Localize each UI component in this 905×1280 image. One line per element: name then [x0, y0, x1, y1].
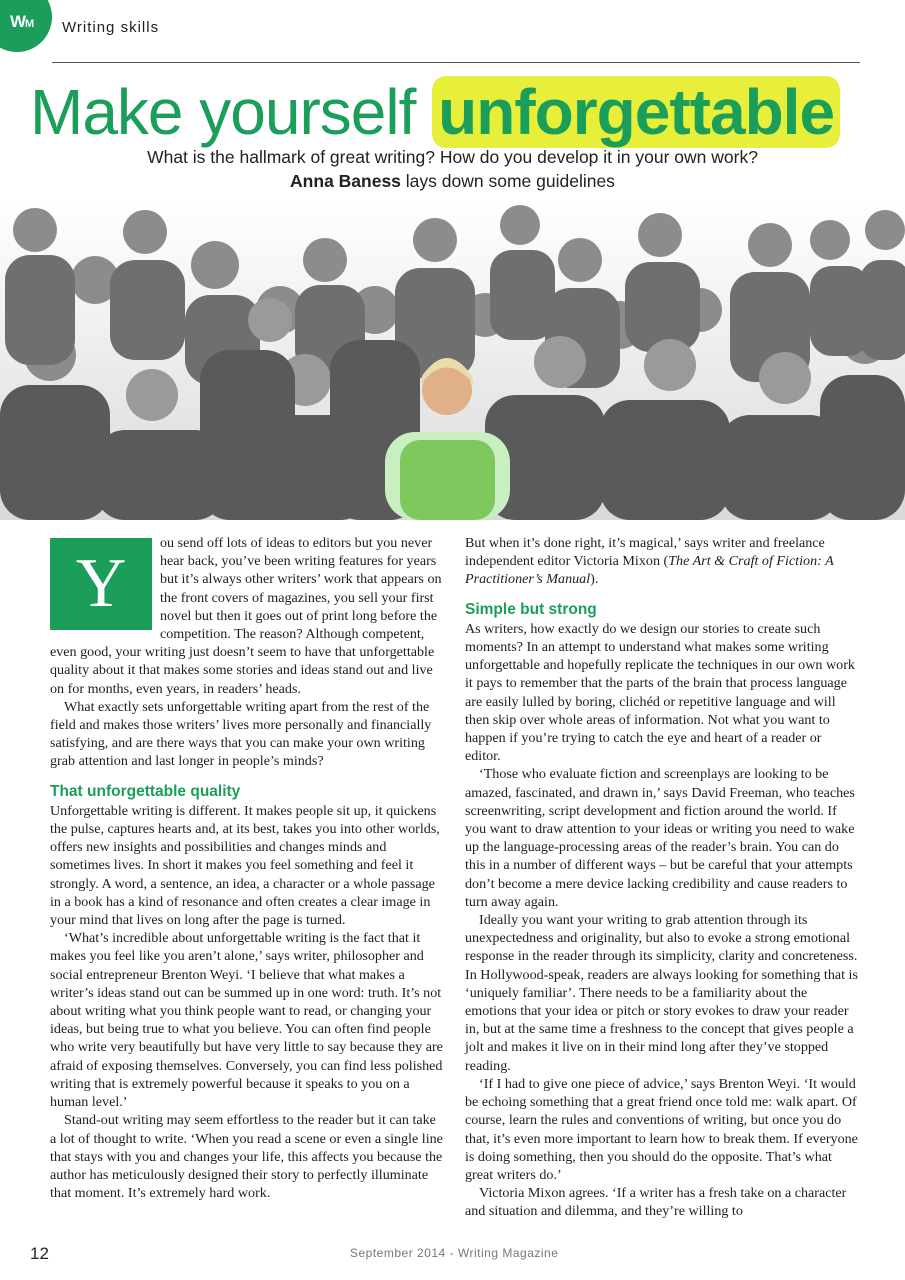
paragraph: ‘If I had to give one piece of advice,’ says Brenton Weyi. ‘It would be echoing something that a great friend once told me: walk apart. Of course, learn the rules and conventions of writing, but once you do that, it’s even more important to learn how to break them. If everyone is doing something, then you should do the opposite. That’s what great writers do.’	[465, 1075, 858, 1183]
logo-text: WM	[10, 12, 34, 31]
magazine-logo	[0, 0, 52, 52]
author-name: Anna Baness	[290, 171, 401, 191]
crowd-photo	[0, 200, 905, 520]
right-column	[465, 534, 858, 1221]
paragraph: ou send off lots of ideas to editors but you never hear back, you’ve been writing features for years but it’s always other writers’ work that appears on the front covers of magazines, you sell your first novel but then it goes out of print long before the competition. The reason? Although competent, even good, your writing just doesn’t seem to have that unforgettable quality about it that makes some stories and ideas stand out and live on for months, even years, in readers’ heads.	[50, 535, 442, 697]
paragraph: What exactly sets unforgettable writing apart from the rest of the field and makes those writers’ lives more personally and financially satisfying, and are there ways that you can make your own writing grab attention and last longer in people’s minds?	[50, 698, 432, 770]
headline-bold: unforgettable	[432, 76, 840, 148]
drop-cap: Y	[50, 538, 152, 630]
paragraph: ‘What’s incredible about unforgettable writing is the fact that it makes you feel like you aren’t alone,’ says writer, philosopher and social entrepreneur Brenton Weyi. ‘I believe that what makes a writer’s ideas stand out can be summed up in one word: truth. It’s not about writing what you think people want to read, or changing your ideas, but being true to what you believe. You can often find people who write very beautifully but have very little to say because they are afraid of exposing themselves. Conversely, you can find less polished writing that is extremely powerful because it speaks to you on a human level.’	[50, 930, 443, 1111]
subheading: Simple but strong	[465, 600, 597, 618]
section-label: Writing skills	[62, 19, 160, 36]
subheading: That unforgettable quality	[50, 782, 241, 800]
left-column	[50, 534, 443, 1202]
book-title: The Art & Craft of Fiction: A Practitioner’s Manual	[465, 553, 834, 588]
paragraph: Victoria Mixon agrees. ‘If a writer has a fresh take on a character and situation and dilemma, and they’re willing to	[465, 1185, 847, 1220]
standfirst-line2: Anna Baness lays down some guidelines	[290, 171, 615, 191]
issue-footer: September 2014 - Writing Magazine	[350, 1246, 559, 1260]
page-number: 12	[30, 1244, 49, 1263]
standfirst-line1: What is the hallmark of great writing? How do you develop it in your own work?	[147, 147, 758, 167]
paragraph: Stand-out writing may seem effortless to the reader but it can take a lot of thought to write. ‘When you read a scene or even a single line that stays with you and changes your life, this affects you because the author has meticulously designed their story to perfectly illuminate that moment. It’s extremely hard work.	[50, 1112, 443, 1202]
paragraph: Unforgettable writing is different. It makes people sit up, it quickens the pulse, captures hearts and, at its best, takes you into other worlds, offers new insights and possibilities and changes minds and sometimes lives. In short it makes you feel something and feel it strongly. A word, a sentence, an idea, a character or a whole passage in a book has a kind of resonance and often creates a clear image in your mind that lives on long after the page is turned.	[50, 802, 440, 929]
headline	[30, 72, 890, 152]
paragraph: But when it’s done right, it’s magical,’ says writer and freelance independent editor Victoria Mixon (The Art & Craft of Fiction: A Practitioner’s Manual).	[465, 535, 834, 588]
paragraph: Ideally you want your writing to grab attention through its unexpectedness and originality, but also to evoke a strong emotional response in the reader through its simplicity, clarity and concreteness. In Hollywood-speak, readers are always looking for something that is ‘uniquely familiar’. There needs to be a familiarity about the emotions that your idea or pitch or story evokes to draw your reader in, but at the same time a freshness to the concept that gives people a jolt and makes it live on in their mind long after they’ve stopped reading.	[465, 912, 858, 1074]
paragraph: As writers, how exactly do we design our stories to create such moments? In an attempt to understand what makes some writing unforgettable and hopefully replicate the techniques in our own work it pays to remember that the parts of the brain that process language are easily lulled by boring, clichéd or repetitive language and will then skip over whole areas of information. Not what you want to happen if you’re trying to catch the eye and heart of a reader or editor.	[465, 620, 855, 765]
paragraph: ‘Those who evaluate fiction and screenplays are looking to be amazed, fascinated, and drawn in,’ says David Freeman, who teaches screenwriting, script development and fiction around the world. If you want to draw attention to your ideas or writing you need to wake up the language-processing areas of the reader’s brain. You can do this in a number of different ways – but be careful that your attempts don’t become a mere device lacking credibility and cause readers to turn away again.	[465, 766, 855, 910]
standfirst	[60, 145, 845, 193]
headline-light: Make yourself	[30, 76, 433, 148]
header-divider	[52, 62, 860, 63]
